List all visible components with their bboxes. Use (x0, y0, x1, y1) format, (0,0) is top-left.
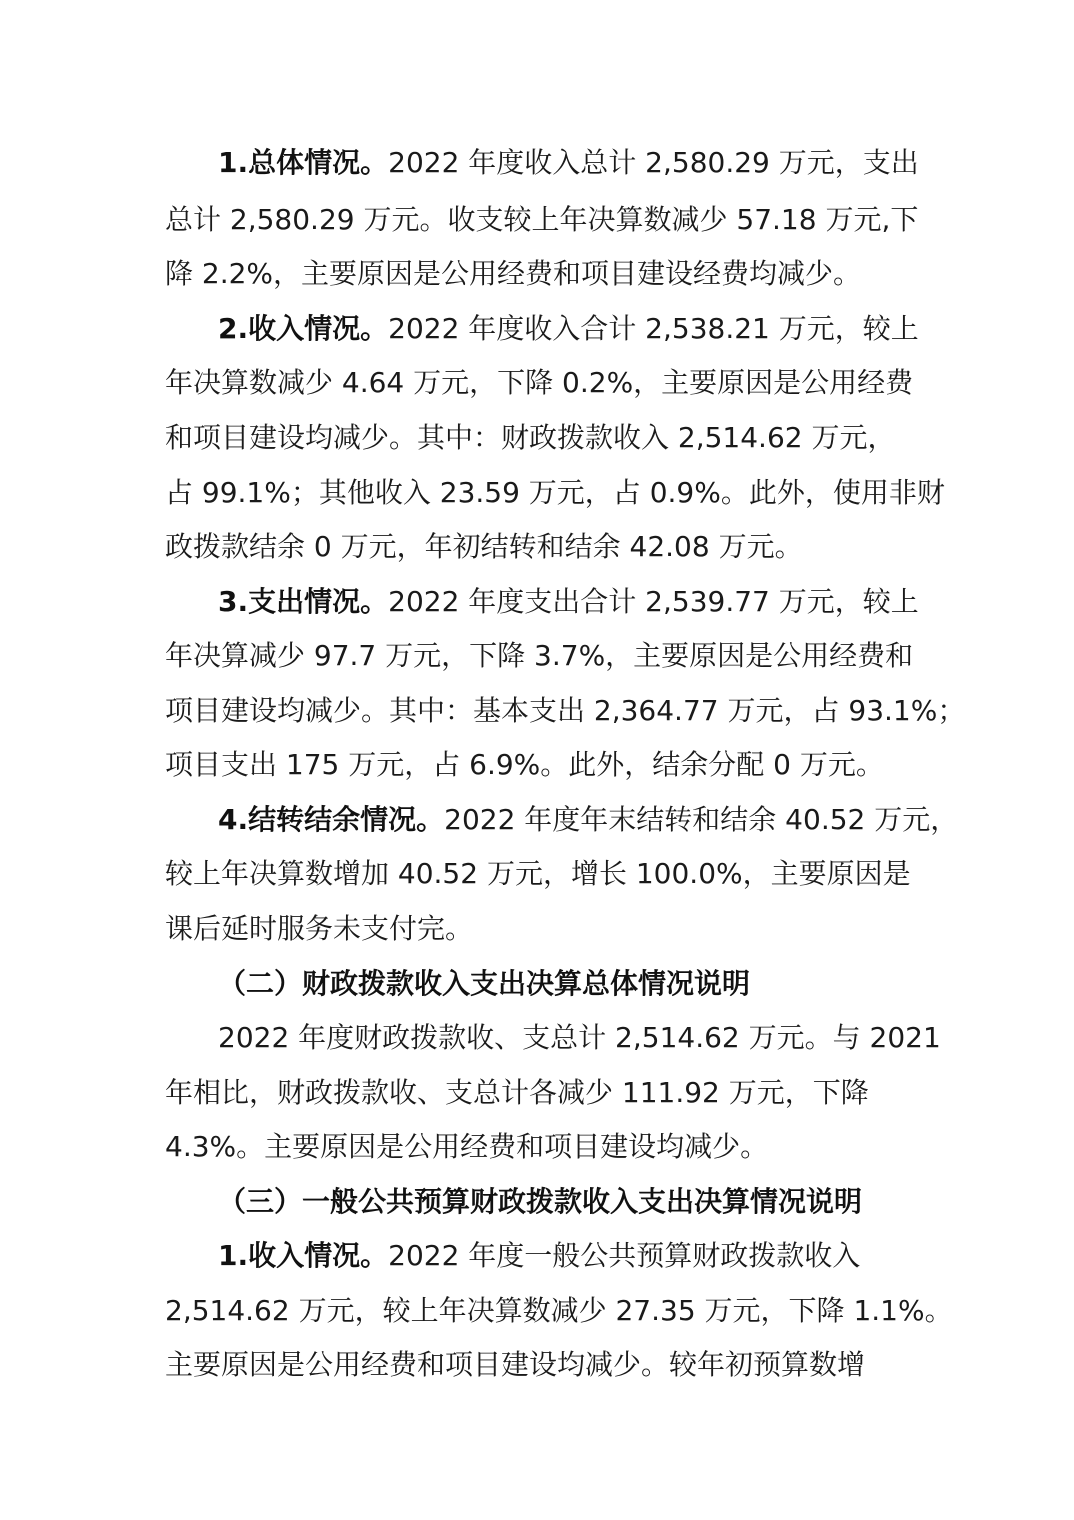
paragraph-4-lead: 4.结转结余情况。 (218, 803, 445, 836)
section-2-line-3: 4.3%。主要原因是公用经费和项目建设均减少。 (165, 1130, 769, 1163)
paragraph-3-line-1 (218, 582, 919, 622)
paragraph-1-text: 2022 年度收入总计 2,580.29 万元，支出 (388, 146, 919, 179)
section-3-lead: 1.收入情况。 (218, 1239, 389, 1272)
paragraph-1-lead: 1.总体情况。 (218, 146, 389, 179)
section-3-heading: （三）一般公共预算财政拨款收入支出决算情况说明 (218, 1185, 863, 1218)
paragraph-4-line-3: 课后延时服务未支付完。 (165, 912, 474, 945)
paragraph-1-line-3: 降 2.2%，主要原因是公用经费和项目建设经费均减少。 (165, 257, 862, 290)
paragraph-1-line-1 (218, 143, 919, 183)
section-3-line-1 (218, 1236, 860, 1276)
section-3-line-2: 2,514.62 万元，较上年决算数减少 27.35 万元，下降 1.1%。 (165, 1294, 953, 1327)
paragraph-4-line-2: 较上年决算数增加 40.52 万元，增长 100.0%，主要原因是 (165, 857, 911, 890)
section-3-line-3: 主要原因是公用经费和项目建设均减少。较年初预算数增 (165, 1348, 866, 1381)
section-2-line-2: 年相比，财政拨款收、支总计各减少 111.92 万元，下降 (165, 1076, 869, 1109)
paragraph-4-line-1 (218, 800, 958, 840)
paragraph-3-lead: 3.支出情况。 (218, 585, 389, 618)
paragraph-3-line-3: 项目建设均减少。其中：基本支出 2,364.77 万元，占 93.1%； (165, 694, 966, 727)
paragraph-2-line-5: 政拨款结余 0 万元，年初结转和结余 42.08 万元。 (165, 530, 803, 563)
paragraph-2-line-2: 年决算数减少 4.64 万元，下降 0.2%，主要原因是公用经费 (165, 366, 914, 399)
paragraph-1-line-2: 总计 2,580.29 万元。收支较上年决算数减少 57.18 万元,下 (165, 203, 919, 236)
paragraph-2-line-1 (218, 309, 919, 349)
paragraph-2-lead: 2.收入情况。 (218, 312, 389, 345)
paragraph-3-text: 2022 年度支出合计 2,539.77 万元，较上 (388, 585, 919, 618)
paragraph-2-line-4: 占 99.1%；其他收入 23.59 万元，占 0.9%。此外，使用非财 (165, 476, 945, 509)
paragraph-3-line-4: 项目支出 175 万元，占 6.9%。此外，结余分配 0 万元。 (165, 748, 884, 781)
paragraph-2-text: 2022 年度收入合计 2,538.21 万元，较上 (388, 312, 919, 345)
section-3-text: 2022 年度一般公共预算财政拨款收入 (388, 1239, 861, 1272)
paragraph-3-line-2: 年决算减少 97.7 万元，下降 3.7%，主要原因是公用经费和 (165, 639, 914, 672)
paragraph-4-text: 2022 年度年末结转和结余 40.52 万元， (444, 803, 959, 836)
paragraph-2-line-3: 和项目建设均减少。其中：财政拨款收入 2,514.62 万元， (165, 421, 896, 454)
section-2-heading: （二）财政拨款收入支出决算总体情况说明 (218, 967, 751, 1000)
section-2-line-1: 2022 年度财政拨款收、支总计 2,514.62 万元。与 2021 (218, 1021, 941, 1054)
